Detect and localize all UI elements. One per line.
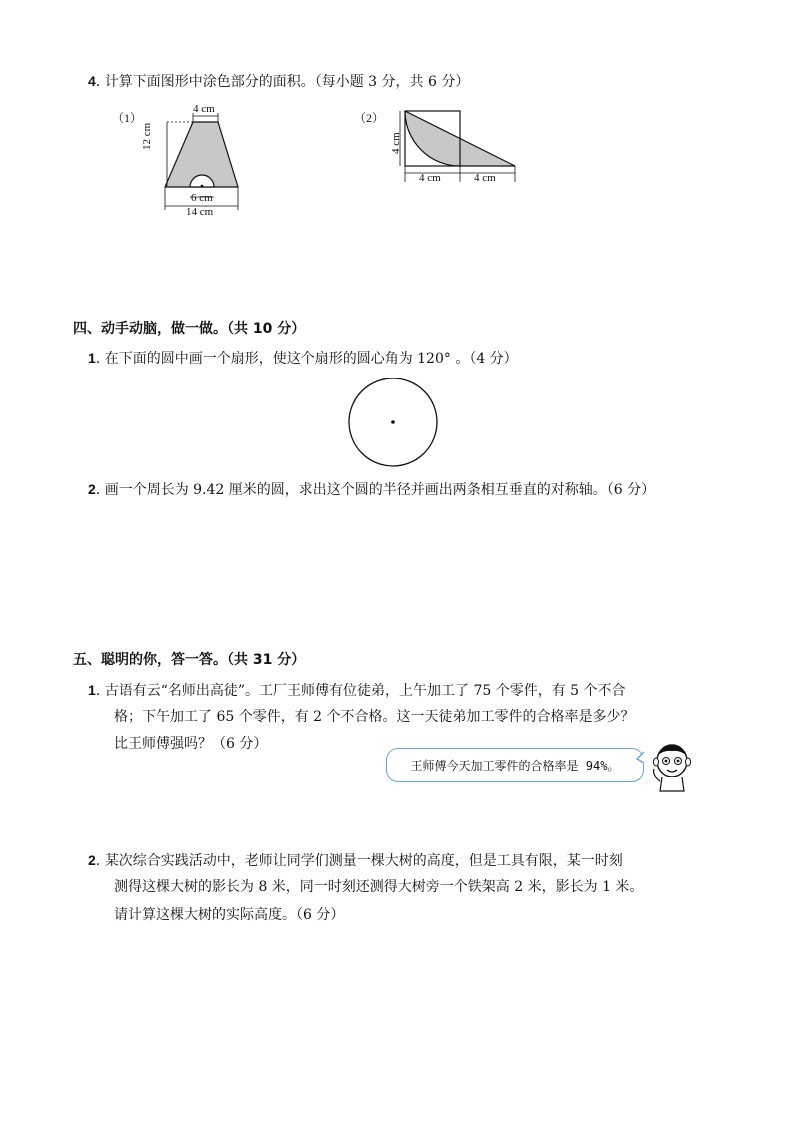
fig1-height-dim-label: 12 cm — [141, 122, 153, 150]
q4-text: 计算下面图形中涂色部分的面积。（每小题 3 分，共 6 分） — [104, 74, 470, 90]
q4-header: 4. 计算下面图形中涂色部分的面积。（每小题 3 分，共 6 分） — [88, 73, 470, 90]
s5-q1-number: 1 — [88, 682, 96, 698]
s5-q1: 1. 古语有云“名师出高徒”。工厂王师傅有位徒弟，上午加工了 75 个零件，有 5 个不合 — [88, 682, 626, 699]
fig1-bottom-dim-label: 14 cm — [186, 206, 214, 218]
fig2-height-dim-label: 4 cm — [390, 132, 402, 154]
s5-q1-line3: 比王师傅强吗？（6 分） — [114, 736, 268, 752]
speech-bubble-text: 王师傅今天加工零件的合格率是 94%。 — [410, 759, 620, 773]
speech-bubble — [386, 748, 644, 782]
fig1-semicircle-center — [201, 185, 204, 188]
fig2-square-figure — [388, 104, 528, 190]
fig1-top-dim-label: 4 cm — [193, 103, 215, 115]
fig2-label: （2） — [354, 111, 385, 125]
s5-q1-line2: 格；下午加工了 65 个零件，有 2 个不合格。这一天徒弟加工零件的合格率是多少？ — [114, 709, 635, 725]
s4-q1-text: 在下面的圆中画一个扇形，使这个扇形的圆心角为 120° 。（4 分） — [104, 351, 518, 367]
section4-title: 四、动手动脑，做一做。（共 10 分） — [73, 321, 306, 337]
s4-q2-text: 画一个周长为 9.42 厘米的圆，求出这个圆的半径并画出两条相互垂直的对称轴。（6 分） — [104, 482, 656, 498]
q4-number: 4 — [88, 73, 96, 89]
fig1-semicircle-dim-label: 6 cm — [191, 192, 213, 204]
fig2-left-dim-label: 4 cm — [419, 172, 441, 184]
s5-q2-line1: 某次综合实践活动中，老师让同学们测量一棵大树的高度，但是工具有限，某一时刻 — [104, 853, 623, 869]
s4-q2: 2. 画一个周长为 9.42 厘米的圆，求出这个圆的半径并画出两条相互垂直的对称轴。（6 分） — [88, 481, 656, 498]
s5-q2-line2: 测得这棵大树的影长为 8 米，同一时刻还测得大树旁一个铁架高 2 米，影长为 1 米。 — [114, 879, 644, 895]
fig2-right-dim-label: 4 cm — [474, 172, 496, 184]
s4-q1-number: 1 — [88, 350, 96, 366]
circle-center-dot — [391, 420, 395, 424]
s5-q2: 2. 某次综合实践活动中，老师让同学们测量一棵大树的高度，但是工具有限，某一时刻 — [88, 852, 623, 869]
s4-q2-number: 2 — [88, 481, 96, 497]
s5-q2-line3: 请计算这棵大树的实际高度。（6 分） — [114, 907, 345, 923]
fig1-label: （1） — [112, 111, 143, 125]
s5-q1-line1: 古语有云“名师出高徒”。工厂王师傅有位徒弟，上午加工了 75 个零件，有 5 个不合 — [104, 683, 626, 699]
cartoon-boy-icon — [646, 741, 696, 793]
s5-q2-number: 2 — [88, 852, 96, 868]
circle-drawing-area[interactable] — [346, 378, 440, 470]
section5-title: 五、聪明的你，答一答。（共 31 分） — [73, 652, 306, 668]
s4-q1: 1. 在下面的圆中画一个扇形，使这个扇形的圆心角为 120° 。（4 分） — [88, 350, 518, 367]
